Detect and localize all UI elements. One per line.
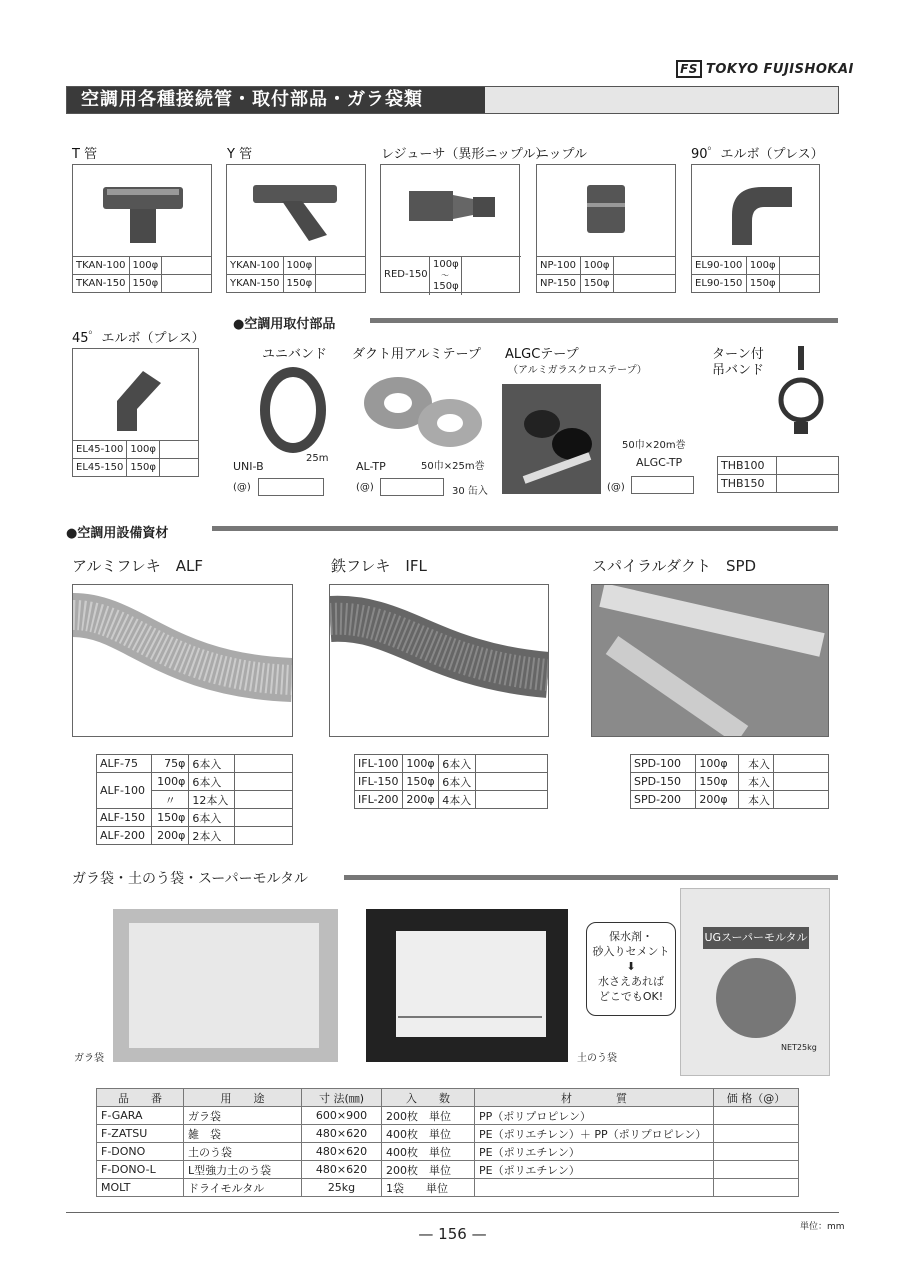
- mortar-bag-image: [680, 888, 830, 1076]
- altape-price-field: [380, 478, 444, 496]
- title-bar: [66, 86, 839, 114]
- ykan-table: YKAN-100 100φ YKAN-150 150φ: [226, 256, 366, 293]
- tkan-label: T 管: [72, 147, 98, 162]
- brand-mark-icon: FS: [676, 60, 702, 78]
- brand-name: TOKYO FUJISHOKAI: [706, 61, 854, 77]
- algc-code: ALGC-TP: [636, 456, 683, 469]
- footer-rule: [66, 1212, 839, 1213]
- el45-label: 45゜エルボ（プレス）: [72, 331, 205, 346]
- algc-label: ALGCテープ: [505, 347, 579, 362]
- table-row: F-DONO 土のう袋 480×620 400枚 単位 PE（ポリエチレン）: [97, 1143, 799, 1161]
- mortar-bag-weight: NET25kg: [781, 1043, 817, 1052]
- red-table: RED-150 100φ 〜 150φ: [381, 256, 521, 294]
- ifl-photo: [329, 584, 549, 737]
- el90-card: [691, 164, 820, 293]
- uniband-code: UNI-B: [233, 460, 264, 473]
- altape-image: [358, 365, 488, 455]
- t-pipe-image: [73, 165, 211, 255]
- uniband-price-field: [258, 478, 324, 496]
- altape-code: AL-TP: [356, 460, 386, 473]
- reducer-image: [381, 165, 519, 255]
- uniband-spec: 25m: [306, 453, 329, 464]
- brand-logo: [676, 60, 854, 78]
- el90-label: 90゜エルボ（プレス）: [691, 147, 824, 162]
- thb-table: THB100 THB150: [717, 456, 839, 493]
- uniband-label: ユニバンド: [262, 347, 328, 362]
- thb-label-1: ターン付: [712, 347, 764, 362]
- gara-bag-caption: ガラ袋: [74, 1053, 104, 1064]
- algc-spec: 50巾×20m巻: [622, 440, 686, 451]
- el45-card: [72, 348, 199, 477]
- red-card: [380, 164, 520, 293]
- bag-section-heading: ガラ袋・土のう袋・スーパーモルタル: [72, 871, 309, 887]
- tkan-card: [72, 164, 212, 293]
- table-row: MOLT ドライモルタル 25kg 1袋 単位: [97, 1179, 799, 1197]
- spd-photo: [591, 584, 829, 737]
- thb-label-2: 吊バンド: [712, 363, 765, 378]
- mount-section-heading: ●空調用取付部品: [233, 317, 336, 332]
- np-card: [536, 164, 676, 293]
- ykan-card: [226, 164, 366, 293]
- mount-section-rule: [370, 318, 838, 323]
- alf-photo: [72, 584, 293, 737]
- red-label: レジューサ（異形ニップル）: [381, 147, 549, 162]
- spd-table: SPD-100 100φ 本入 SPD-150 150φ 本入 SPD-200 200φ 本入: [630, 754, 829, 809]
- tkan-table: TKAN-100 100φ TKAN-150 150φ: [72, 256, 212, 293]
- dono-bag-caption: 土のう袋: [577, 1053, 617, 1064]
- page-title: 空調用各種接続管・取付部品・ガラ袋類: [67, 87, 485, 113]
- elbow45-image: [73, 349, 198, 439]
- ifl-table: IFL-100 100φ 6本入 IFL-150 150φ 6本入 IFL-200 200φ 4本入: [354, 754, 548, 809]
- equip-section-rule: [212, 526, 838, 531]
- spd-label: スパイラルダクト SPD: [592, 557, 757, 575]
- alf-table: ALF-75 75φ 6本入 ALF-100 100φ 6本入 〃 12本入 ALF-150 150φ 6本入 ALF-200 200φ 2本入: [96, 754, 293, 845]
- page-number: — 156 —: [418, 1225, 487, 1243]
- np-label: ニップル: [536, 147, 587, 162]
- elbow90-image: [692, 165, 819, 255]
- bag-spec-table: 品 番 用 途 寸 法(㎜) 入 数 材 質 価 格（@） F-GARA ガラ袋 600×900 200枚 単位 PP（ポリプロピレン） F-ZATSU 雑 袋 480×620 400枚 単位 PE（ポリエチレン）＋ PP（ポリプロピレン） F-DONO 土のう袋 480×620 400枚 単位 PE（ポリエチレン） F-DONO-L L型強力土のう袋 480×620 200枚 単位 PE（ポリエチレン） MOLT ドライモルタル 25kg 1袋 単位: [96, 1088, 799, 1197]
- table-row: F-DONO-L L型強力土のう袋 480×620 200枚 単位 PE（ポリエチレン）: [97, 1161, 799, 1179]
- altape-pack: 30 缶入: [452, 486, 488, 497]
- bag-section-rule: [344, 875, 838, 880]
- alf-label: アルミフレキ ALF: [72, 557, 204, 575]
- algc-sub-label: （アルミガラスクロステープ）: [508, 365, 647, 376]
- ifl-label: 鉄フレキ IFL: [331, 557, 427, 575]
- algc-price-label: (@): [607, 482, 625, 493]
- algc-photo: [502, 384, 601, 494]
- el45-table: EL45-100 100φ EL45-150 150φ: [72, 440, 199, 477]
- el90-table: EL90-100 100φ EL90-150 150φ: [691, 256, 820, 293]
- uniband-image: [258, 365, 328, 455]
- gara-bag-photo: [113, 909, 338, 1062]
- mortar-bag-label: UGスーパーモルタル: [703, 927, 809, 949]
- uniband-price-label: (@): [233, 482, 251, 493]
- mortar-callout: 保水剤・ 砂入りセメント ⬇ 水さえあれば どこでもOK!: [586, 922, 676, 1016]
- unit-note: 単位：mm: [800, 1222, 845, 1232]
- equip-section-heading: ●空調用設備資材: [66, 526, 169, 541]
- dono-bag-photo: [366, 909, 568, 1062]
- hanger-band-image: [776, 344, 826, 444]
- altape-label: ダクト用アルミテープ: [352, 347, 481, 362]
- algc-price-field: [631, 476, 694, 494]
- altape-spec: 50巾×25m巻: [421, 461, 485, 472]
- np-table: NP-100 100φ NP-150 150φ: [536, 256, 676, 293]
- table-row: F-ZATSU 雑 袋 480×620 400枚 単位 PE（ポリエチレン）＋ PP（ポリプロピレン）: [97, 1125, 799, 1143]
- altape-price-label: (@): [356, 482, 374, 493]
- y-pipe-image: [227, 165, 365, 255]
- table-row: F-GARA ガラ袋 600×900 200枚 単位 PP（ポリプロピレン）: [97, 1107, 799, 1125]
- ykan-label: Y 管: [227, 147, 253, 162]
- nipple-image: [537, 165, 675, 255]
